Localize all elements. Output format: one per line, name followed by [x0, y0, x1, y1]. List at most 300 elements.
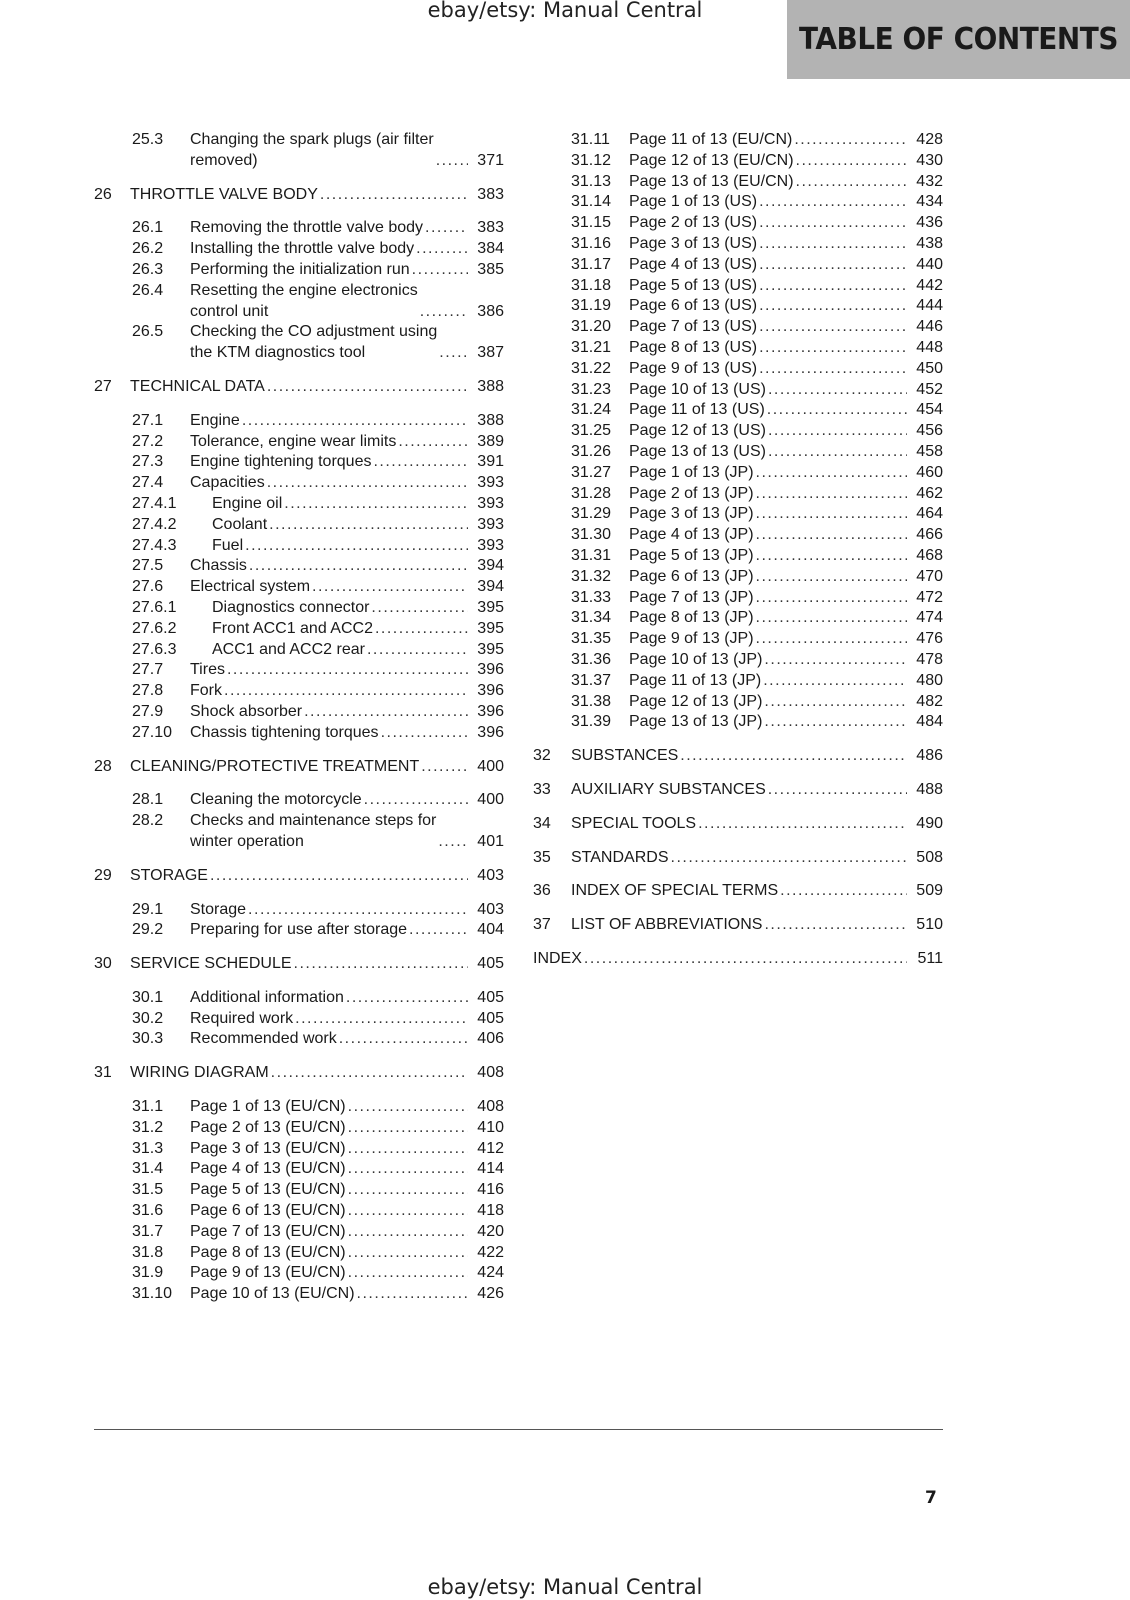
- toc-entry[interactable]: [533, 276, 943, 297]
- toc-entry-number: 36: [533, 882, 551, 900]
- toc-entry[interactable]: [94, 473, 504, 494]
- toc-entry-title: Shock absorber: [190, 702, 303, 720]
- toc-entry-title: Additional information: [190, 988, 344, 1006]
- toc-entry-title: Page 3 of 13 (JP): [629, 505, 754, 523]
- toc-entry-page: 464: [916, 505, 943, 523]
- toc-entry[interactable]: [94, 432, 504, 453]
- dot-leader: [369, 598, 468, 619]
- dot-leader: [246, 900, 468, 921]
- toc-entry-page: 422: [477, 1243, 504, 1261]
- toc-entry-number: 27.6.1: [132, 598, 177, 616]
- toc-left-column: [94, 130, 504, 1305]
- toc-entry-number: 28.1: [132, 791, 164, 809]
- toc-entry-page: 468: [916, 546, 943, 564]
- toc-entry[interactable]: [94, 988, 504, 1009]
- dot-leader: [766, 780, 907, 801]
- toc-entry-number: 26.2: [132, 240, 164, 258]
- dot-leader: [757, 192, 907, 213]
- toc-entry-page: 442: [916, 276, 943, 294]
- toc-entry[interactable]: [94, 1097, 504, 1118]
- toc-entry[interactable]: [533, 317, 943, 338]
- toc-entry-title: Page 5 of 13 (JP): [629, 546, 754, 564]
- dot-leader: [766, 442, 907, 463]
- toc-entry-page: 401: [477, 832, 504, 850]
- dot-leader: [754, 567, 907, 588]
- toc-entry-number: 31.36: [571, 650, 612, 668]
- dot-leader: [373, 619, 468, 640]
- dot-leader: [423, 218, 468, 239]
- dot-leader: [407, 920, 468, 941]
- toc-entry-title: SUBSTANCES: [571, 747, 679, 765]
- toc-entry-page: 488: [916, 780, 943, 798]
- dot-leader: [346, 1243, 468, 1264]
- dot-leader: [282, 494, 468, 515]
- toc-entry-number: 31.39: [571, 713, 612, 731]
- dot-leader: [240, 411, 468, 432]
- toc-entry-page: 396: [477, 682, 504, 700]
- dot-leader: [757, 255, 907, 276]
- toc-entry[interactable]: [94, 681, 504, 702]
- toc-entry[interactable]: [94, 411, 504, 432]
- toc-entry-title: Fork: [190, 682, 222, 700]
- toc-entry[interactable]: [94, 556, 504, 577]
- toc-entry[interactable]: [533, 463, 943, 484]
- toc-entry-page: 393: [477, 494, 504, 512]
- dot-leader: [757, 359, 907, 380]
- dot-leader: [225, 660, 468, 681]
- toc-entry-title: the KTM diagnostics tool: [190, 344, 366, 362]
- toc-entry[interactable]: [94, 1180, 504, 1201]
- toc-entry[interactable]: [94, 515, 504, 536]
- toc-entry[interactable]: [94, 598, 504, 619]
- toc-entry[interactable]: [533, 504, 943, 525]
- toc-entry-title: Changing the spark plugs (air filter: [190, 131, 434, 148]
- toc-entry-number: 25.3: [132, 131, 164, 148]
- toc-entry-title: Page 6 of 13 (JP): [629, 567, 754, 585]
- dot-leader: [582, 949, 907, 970]
- toc-entry[interactable]: [94, 660, 504, 681]
- toc-entry-title: SERVICE SCHEDULE: [130, 955, 292, 973]
- toc-entry-number: 31.31: [571, 546, 612, 564]
- toc-entry[interactable]: [533, 359, 943, 380]
- toc-entry-number: 27.4.2: [132, 515, 177, 533]
- toc-entry[interactable]: [533, 442, 943, 463]
- dot-leader: [365, 640, 468, 661]
- toc-entry-number: 27.9: [132, 702, 164, 720]
- toc-entry[interactable]: [94, 1063, 504, 1084]
- toc-entry[interactable]: [533, 814, 943, 835]
- dot-leader: [293, 1009, 468, 1030]
- dot-leader: [434, 151, 468, 172]
- toc-entry-title: Preparing for use after storage: [190, 921, 408, 939]
- toc-entry-title: Page 11 of 13 (US): [629, 401, 765, 419]
- toc-entry[interactable]: [94, 723, 504, 744]
- toc-entry-page: 400: [477, 791, 504, 809]
- toc-entry[interactable]: [94, 494, 504, 515]
- dot-leader: [696, 814, 907, 835]
- toc-entry-number: 31.26: [571, 442, 612, 460]
- toc-entry-title: Fuel: [212, 536, 244, 554]
- toc-entry-page: 416: [477, 1181, 504, 1199]
- watermark-bottom: ebay/etsy: Manual Central: [427, 1575, 703, 1599]
- toc-entry[interactable]: [94, 757, 504, 778]
- toc-entry-number: 26.5: [132, 323, 164, 341]
- toc-entry-page: 456: [916, 422, 943, 440]
- dot-leader: [437, 343, 468, 364]
- toc-entry-title: Page 11 of 13 (EU/CN): [629, 131, 793, 148]
- toc-entry[interactable]: [533, 848, 943, 869]
- toc-entry[interactable]: [94, 322, 504, 364]
- toc-entry-number: 27.3: [132, 453, 164, 471]
- toc-entry-page: 406: [477, 1030, 504, 1048]
- dot-leader: [355, 1284, 468, 1305]
- toc-entry-number: 31.2: [132, 1118, 164, 1136]
- dot-leader: [754, 588, 907, 609]
- dot-leader: [247, 556, 468, 577]
- toc-entry-page: 393: [477, 536, 504, 554]
- toc-entry[interactable]: [94, 1139, 504, 1160]
- toc-entry[interactable]: [94, 185, 504, 206]
- dot-leader: [792, 130, 907, 151]
- toc-entry[interactable]: [533, 650, 943, 671]
- toc-entry-title: control unit: [190, 302, 269, 320]
- toc-entry[interactable]: [94, 640, 504, 661]
- toc-entry-number: 31.8: [132, 1243, 164, 1261]
- dot-leader: [344, 988, 468, 1009]
- toc-entry-number: 31: [94, 1064, 112, 1082]
- toc-entry-number: 34: [533, 814, 551, 832]
- toc-entry[interactable]: [533, 608, 943, 629]
- toc-entry-page: 388: [477, 411, 504, 429]
- toc-entry[interactable]: [533, 255, 943, 276]
- toc-entry[interactable]: [94, 1118, 504, 1139]
- toc-entry-title: Page 3 of 13 (EU/CN): [190, 1139, 346, 1157]
- toc-entry-number: 31.16: [571, 234, 612, 252]
- toc-entry-number: 31.15: [571, 214, 612, 232]
- toc-entry-number: 27.2: [132, 432, 164, 450]
- toc-entry-title: Electrical system: [190, 578, 311, 596]
- dot-leader: [346, 1097, 468, 1118]
- dot-leader: [346, 1222, 468, 1243]
- dot-leader: [766, 380, 907, 401]
- toc-entry-number: 31.21: [571, 338, 612, 356]
- toc-entry[interactable]: [533, 671, 943, 692]
- toc-entry[interactable]: [533, 484, 943, 505]
- dot-leader: [292, 954, 468, 975]
- toc-entry-title: Page 9 of 13 (JP): [629, 630, 754, 648]
- toc-entry[interactable]: [94, 920, 504, 941]
- dot-leader: [669, 848, 908, 869]
- toc-entry-page: 385: [477, 260, 504, 278]
- toc-entry-title: Cleaning the motorcycle: [190, 791, 362, 809]
- toc-entry-title: Page 8 of 13 (US): [629, 338, 758, 356]
- toc-entry-title: Page 6 of 13 (EU/CN): [190, 1202, 346, 1220]
- dot-leader: [757, 296, 907, 317]
- toc-entry-number: 31.3: [132, 1139, 164, 1157]
- toc-entry[interactable]: [94, 900, 504, 921]
- dot-leader: [222, 681, 468, 702]
- toc-entry-page: 383: [477, 219, 504, 237]
- toc-entry-number: 31.37: [571, 671, 612, 689]
- toc-entry-page: 405: [477, 955, 504, 973]
- dot-leader: [794, 172, 907, 193]
- dot-leader: [302, 702, 468, 723]
- toc-right-column: [533, 130, 943, 983]
- toc-entry[interactable]: [533, 421, 943, 442]
- toc-entry[interactable]: [533, 338, 943, 359]
- toc-entry[interactable]: [533, 234, 943, 255]
- toc-entry-page: 476: [916, 630, 943, 648]
- toc-entry-number: 31.12: [571, 151, 612, 169]
- toc-entry-page: 438: [916, 234, 943, 252]
- dot-leader: [346, 1118, 468, 1139]
- toc-entry-title: Page 10 of 13 (JP): [629, 650, 763, 668]
- toc-entry[interactable]: [533, 151, 943, 172]
- toc-entry[interactable]: [533, 567, 943, 588]
- toc-entry-title: Page 12 of 13 (JP): [629, 692, 763, 710]
- toc-entry[interactable]: [94, 1159, 504, 1180]
- toc-entry[interactable]: [533, 130, 943, 151]
- toc-entry[interactable]: [533, 400, 943, 421]
- toc-entry[interactable]: [533, 746, 943, 767]
- toc-entry[interactable]: [94, 130, 504, 172]
- toc-entry-number: 31.25: [571, 422, 612, 440]
- toc-entry-title: Engine: [190, 411, 240, 429]
- toc-entry[interactable]: [533, 588, 943, 609]
- watermark-top: ebay/etsy: Manual Central: [427, 0, 703, 22]
- toc-entry-page: 440: [916, 255, 943, 273]
- toc-entry-title: Page 11 of 13 (JP): [629, 671, 762, 689]
- toc-entry-title: Page 3 of 13 (US): [629, 234, 758, 252]
- toc-entry-number: 31.4: [132, 1160, 164, 1178]
- dot-leader: [762, 692, 907, 713]
- toc-entry-page: 450: [916, 359, 943, 377]
- toc-entry[interactable]: [94, 1284, 504, 1305]
- toc-entry-number: 31.23: [571, 380, 612, 398]
- toc-entry-page: 426: [477, 1285, 504, 1303]
- dot-leader: [436, 832, 468, 853]
- toc-entry-number: 31.1: [132, 1098, 164, 1116]
- dot-leader: [754, 463, 907, 484]
- toc-entry-page: 466: [916, 526, 943, 544]
- toc-entry-number: 31.29: [571, 505, 612, 523]
- toc-entry-page: 408: [477, 1064, 504, 1082]
- dot-leader: [754, 504, 907, 525]
- toc-entry[interactable]: [533, 712, 943, 733]
- toc-entry-page: 386: [477, 302, 504, 320]
- toc-entry-number: 31.38: [571, 692, 612, 710]
- toc-entry-title: Page 1 of 13 (EU/CN): [190, 1098, 346, 1116]
- toc-entry-title: ACC1 and ACC2 rear: [212, 640, 365, 658]
- toc-entry[interactable]: [533, 546, 943, 567]
- dot-leader: [757, 317, 907, 338]
- toc-entry-title: Removing the throttle valve body: [190, 219, 424, 237]
- toc-entry[interactable]: [94, 577, 504, 598]
- toc-entry-title: Page 9 of 13 (US): [629, 359, 758, 377]
- toc-entry-number: 30.3: [132, 1030, 164, 1048]
- toc-entry[interactable]: [533, 692, 943, 713]
- toc-entry-page: 458: [916, 442, 943, 460]
- toc-entry[interactable]: [94, 811, 504, 853]
- toc-entry-title: LIST OF ABBREVIATIONS: [571, 916, 763, 934]
- toc-entry-title: Recommended work: [190, 1030, 337, 1048]
- toc-entry-page: 418: [477, 1202, 504, 1220]
- toc-entry-page: 434: [916, 193, 943, 211]
- toc-entry-number: 31.30: [571, 526, 612, 544]
- toc-entry[interactable]: [94, 239, 504, 260]
- toc-entry-title: Page 12 of 13 (US): [629, 422, 766, 440]
- dot-leader: [762, 650, 907, 671]
- toc-entry-page: 383: [477, 185, 504, 203]
- dot-leader: [678, 746, 907, 767]
- toc-entry[interactable]: [94, 377, 504, 398]
- toc-entry-page: 486: [916, 747, 943, 765]
- toc-entry-page: 452: [916, 380, 943, 398]
- toc-entry-number: 27.10: [132, 723, 173, 741]
- dot-leader: [778, 881, 907, 902]
- toc-entry-number: 30: [94, 955, 112, 973]
- toc-entry-number: 27.4.1: [132, 494, 177, 512]
- dot-leader: [318, 185, 468, 206]
- toc-entry-title: Tires: [190, 661, 225, 679]
- toc-entry-number: 26: [94, 185, 112, 203]
- toc-entry-number: 31.5: [132, 1181, 164, 1199]
- toc-entry-page: 371: [477, 151, 504, 169]
- toc-entry[interactable]: [533, 629, 943, 650]
- dot-leader: [418, 302, 468, 323]
- toc-entry-page: 432: [916, 172, 943, 190]
- toc-entry[interactable]: [533, 296, 943, 317]
- toc-entry-page: 510: [916, 916, 943, 934]
- toc-entry-title: INDEX: [533, 949, 582, 967]
- toc-entry-number: 27.6: [132, 578, 164, 596]
- toc-entry[interactable]: [94, 866, 504, 887]
- toc-entry-title: Page 4 of 13 (US): [629, 255, 758, 273]
- toc-entry-title: Page 7 of 13 (US): [629, 318, 758, 336]
- toc-entry-title: Engine tightening torques: [190, 453, 372, 471]
- toc-entry-title: Page 7 of 13 (EU/CN): [190, 1222, 346, 1240]
- dot-leader: [762, 712, 907, 733]
- toc-entry-page: 408: [477, 1098, 504, 1116]
- toc-entry-page: 388: [477, 377, 504, 395]
- toc-entry-page: 470: [916, 567, 943, 585]
- dot-leader: [757, 338, 907, 359]
- toc-entry-page: 462: [916, 484, 943, 502]
- toc-entry[interactable]: [94, 260, 504, 281]
- toc-entry-page: 446: [916, 318, 943, 336]
- dot-leader: [346, 1139, 468, 1160]
- toc-entry[interactable]: [94, 536, 504, 557]
- toc-entry-number: 31.19: [571, 297, 612, 315]
- toc-entry-page: 490: [916, 814, 943, 832]
- dot-leader: [754, 525, 907, 546]
- page-title: TABLE OF CONTENTS: [799, 22, 1118, 57]
- toc-entry[interactable]: [533, 881, 943, 902]
- toc-entry[interactable]: [94, 790, 504, 811]
- toc-entry[interactable]: [533, 780, 943, 801]
- toc-entry[interactable]: [94, 1201, 504, 1222]
- toc-entry-title: Page 8 of 13 (EU/CN): [190, 1243, 346, 1261]
- toc-entry[interactable]: [94, 619, 504, 640]
- dot-leader: [362, 790, 468, 811]
- dot-leader: [346, 1180, 468, 1201]
- toc-entry-page: 384: [477, 240, 504, 258]
- toc-entry[interactable]: [94, 702, 504, 723]
- toc-entry-title: Page 13 of 13 (EU/CN): [629, 172, 794, 190]
- toc-entry-page: 436: [916, 214, 943, 232]
- toc-entry-title: Checks and maintenance steps for: [190, 812, 437, 830]
- footer-divider: [94, 1429, 943, 1430]
- toc-entry[interactable]: [94, 954, 504, 975]
- toc-entry-title: Diagnostics connector: [212, 598, 370, 616]
- toc-entry-page: 511: [917, 949, 943, 967]
- toc-entry-title: Page 6 of 13 (US): [629, 297, 758, 315]
- toc-entry-page: 420: [477, 1222, 504, 1240]
- toc-entry[interactable]: [533, 172, 943, 193]
- toc-entry-number: 31.13: [571, 172, 612, 190]
- toc-entry[interactable]: [94, 1029, 504, 1050]
- toc-entry[interactable]: [94, 1222, 504, 1243]
- dot-leader: [265, 473, 468, 494]
- toc-entry-page: 396: [477, 702, 504, 720]
- toc-entry-number: 37: [533, 916, 551, 934]
- toc-entry[interactable]: [533, 380, 943, 401]
- toc-entry-title: Chassis tightening torques: [190, 723, 379, 741]
- dot-leader: [757, 213, 907, 234]
- toc-entry[interactable]: [94, 452, 504, 473]
- dot-leader: [766, 421, 907, 442]
- toc-entry-number: 28: [94, 757, 112, 775]
- toc-entry[interactable]: [94, 1243, 504, 1264]
- toc-entry-number: 27.7: [132, 661, 164, 679]
- toc-entry-page: 424: [477, 1264, 504, 1282]
- dot-leader: [410, 260, 468, 281]
- toc-entry-title: Chassis: [190, 557, 247, 575]
- toc-entry-page: 472: [916, 588, 943, 606]
- toc-entry-page: 405: [477, 1009, 504, 1027]
- toc-entry-page: 394: [477, 578, 504, 596]
- toc-entry[interactable]: [94, 281, 504, 323]
- toc-entry-page: 448: [916, 338, 943, 356]
- toc-entry-title: Capacities: [190, 474, 265, 492]
- toc-entry-page: 400: [477, 757, 504, 775]
- toc-entry-page: 403: [477, 900, 504, 918]
- section-header-box: [787, 0, 1130, 79]
- toc-entry[interactable]: [94, 218, 504, 239]
- toc-entry[interactable]: [94, 1263, 504, 1284]
- toc-entry-title: Page 5 of 13 (EU/CN): [190, 1181, 346, 1199]
- toc-entry[interactable]: [533, 915, 943, 936]
- toc-entry-title: Front ACC1 and ACC2: [212, 619, 373, 637]
- toc-entry[interactable]: [94, 1009, 504, 1030]
- toc-entry-page: 389: [477, 432, 504, 450]
- toc-entry-page: 474: [916, 609, 943, 627]
- toc-entry-title: CLEANING/PROTECTIVE TREATMENT: [130, 757, 420, 775]
- toc-entry[interactable]: [533, 192, 943, 213]
- toc-entry[interactable]: [533, 213, 943, 234]
- toc-entry-page: 404: [477, 921, 504, 939]
- toc-entry-page: 391: [477, 453, 504, 471]
- toc-entry[interactable]: [533, 525, 943, 546]
- toc-entry-number: 27.6.3: [132, 640, 177, 658]
- toc-entry-title: WIRING DIAGRAM: [130, 1064, 269, 1082]
- toc-entry[interactable]: [533, 949, 943, 970]
- toc-entry-number: 27.1: [132, 411, 164, 429]
- dot-leader: [754, 629, 907, 650]
- toc-entry-page: 395: [477, 598, 504, 616]
- toc-entry-number: 29: [94, 866, 112, 884]
- toc-entry-number: 27.5: [132, 557, 164, 575]
